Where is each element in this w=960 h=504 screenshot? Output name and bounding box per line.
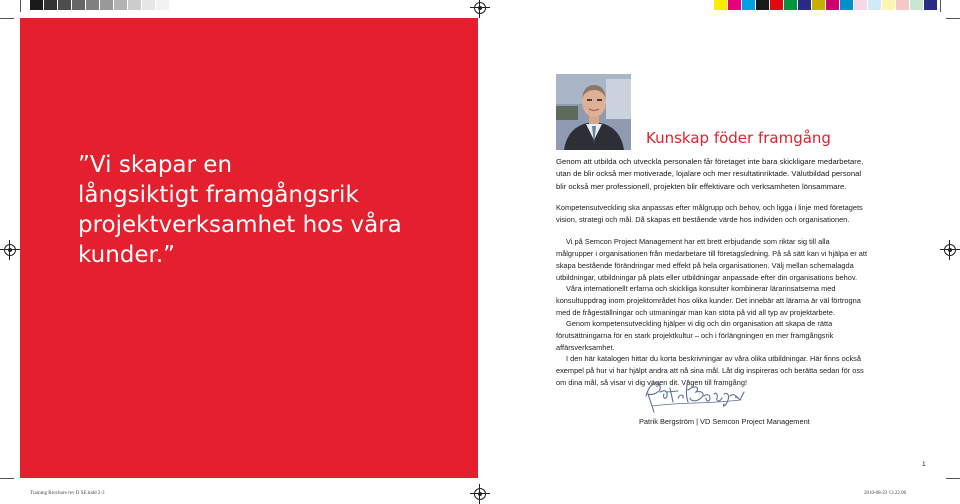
paragraph: Kompetensutveckling ska anpassas efter målgrupp och behov, och ligga i linje med företagets vision, strategi och mål. Då skapas ett bestående värde hos individen och organisationen. [556, 203, 863, 224]
color-swatch [128, 0, 142, 10]
color-swatch [170, 0, 184, 10]
color-calibration-bar [30, 0, 184, 10]
paragraph: Vi på Semcon Project Management har ett brett erbjudande som riktar sig till alla målgrupper i organisationen från medarbetare till företagsledning. På så sätt kan vi hjälpa er att skapa bestående förändringar med effekt på hela organisationen. Välj mellan schemalagda utbildningar, utbildningar på plats eller utbildningar anpassade efter din organisations behov. [556, 237, 867, 282]
color-swatch [896, 0, 910, 10]
crop-mark [946, 478, 960, 479]
color-swatch [910, 0, 924, 10]
color-calibration-bar [714, 0, 938, 10]
color-swatch [30, 0, 44, 10]
paragraph: Våra internationellt erfarna och skickliga konsulter kombinerar lärarinsatserna med konsultuppdrag inom projektområdet hos olika kunder. Det innebär att lärarna är väl förtrogna med de frågeställningar och utmaningar man kan stöta på vid all typ av projektarbete. [556, 284, 861, 317]
color-swatch [812, 0, 826, 10]
print-slug: 2010-08-23 13.22.06 [864, 491, 907, 496]
print-slug: Training Brochure rev D SE.indd 2-3 [30, 491, 105, 496]
color-swatch [742, 0, 756, 10]
handwritten-signature [640, 374, 748, 418]
pull-quote [78, 150, 438, 270]
color-swatch [156, 0, 170, 10]
crop-mark [946, 18, 960, 19]
color-swatch [114, 0, 128, 10]
signer-name: Patrik Bergström | VD Semcon Project Management [639, 417, 810, 426]
color-swatch [58, 0, 72, 10]
registration-mark-icon [474, 488, 486, 500]
portrait-photo [556, 74, 631, 150]
page-title: Kunskap föder framgång [646, 129, 831, 147]
color-swatch [72, 0, 86, 10]
color-swatch [86, 0, 100, 10]
body-text [556, 202, 868, 389]
crop-mark [20, 0, 21, 12]
registration-mark-icon [944, 244, 956, 256]
color-swatch [924, 0, 938, 10]
color-swatch [100, 0, 114, 10]
paragraph: Genom kompetensutveckling hjälper vi dig och din organisation att skapa de rätta förutsättningarna för en stark projektkultur – och i förlängningen en mer framgångsrik affärsverksamhet. [556, 319, 834, 352]
color-swatch [44, 0, 58, 10]
color-swatch [756, 0, 770, 10]
crop-mark [0, 18, 14, 19]
page-number: 1 [922, 461, 926, 468]
color-swatch [854, 0, 868, 10]
color-swatch [784, 0, 798, 10]
color-swatch [728, 0, 742, 10]
paragraph: I den här katalogen hittar du korta beskrivningar av våra olika utbildningar. Här finns också exempel på hur vi har hjälpt andra att nå sina mål. Låt dig inspireras och berätta sedan för oss om dina mål, så visar vi dig vägen dit. Vägen till framgång! [556, 354, 864, 387]
registration-mark-icon [474, 2, 486, 14]
lead-paragraph: Genom att utbilda och utveckla personalen får företaget inte bara skickligare medarbetare, utan de blir också mer motiverade, lojalare och mer resultatinriktade. Välutbildad personal blir också mer professionell, projekten blir effektivare och verksamheten lönsammare. [556, 157, 864, 191]
color-swatch [714, 0, 728, 10]
color-swatch [840, 0, 854, 10]
color-swatch [770, 0, 784, 10]
color-swatch [142, 0, 156, 10]
color-swatch [826, 0, 840, 10]
color-swatch [868, 0, 882, 10]
color-swatch [798, 0, 812, 10]
quote-line: ”Vi skapar en [78, 152, 233, 178]
quote-line: långsiktigt framgångsrik [78, 182, 359, 208]
color-swatch [882, 0, 896, 10]
quote-line: projektverksamhet hos våra kunder.” [78, 212, 402, 268]
crop-mark [0, 478, 14, 479]
registration-mark-icon [4, 244, 16, 256]
crop-mark [940, 0, 941, 12]
